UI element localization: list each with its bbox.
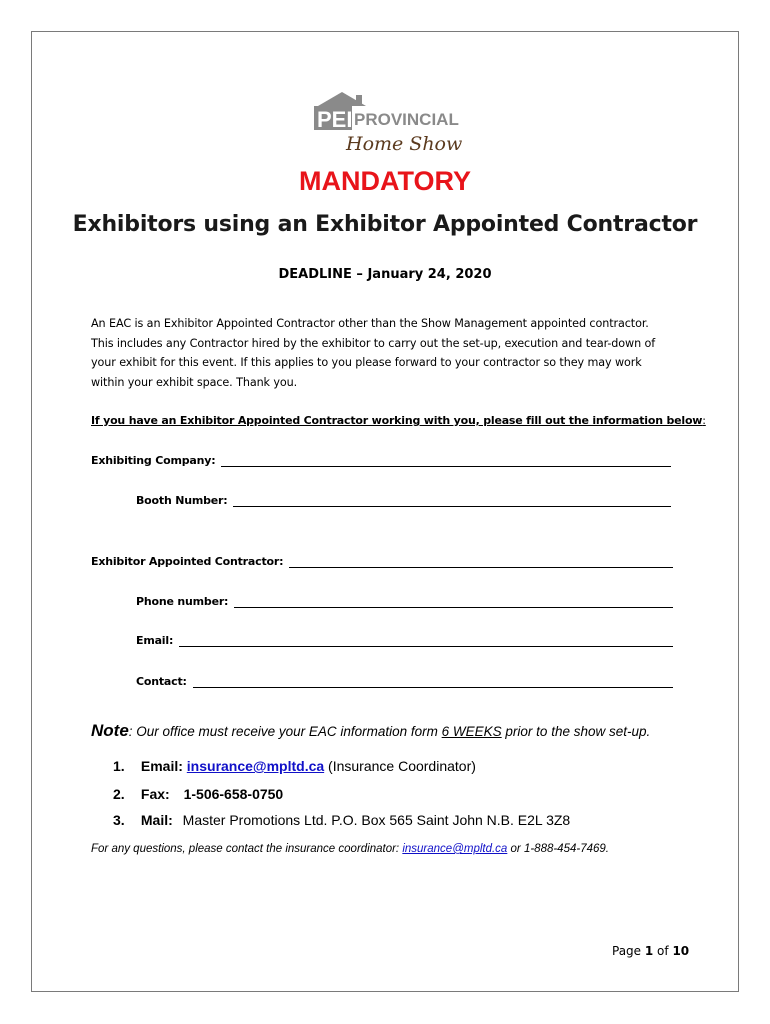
logo-chimney <box>356 95 362 105</box>
page-prefix: Page <box>612 944 645 958</box>
questions-text-before: For any questions, please contact the insurance coordinator: <box>91 843 403 855</box>
booth-number-label: Booth Number: <box>136 494 228 507</box>
questions-text-after: or 1-888-454-7469. <box>507 843 609 855</box>
contact-item-email <box>113 758 476 774</box>
intro-paragraph <box>91 314 691 392</box>
eac-input-line[interactable] <box>289 555 673 568</box>
phone-number-input-line[interactable] <box>234 595 673 608</box>
page-number <box>612 944 689 958</box>
insurance-email-link[interactable]: insurance@mpltd.ca <box>186 758 325 774</box>
contact-item-number: 3. <box>113 812 125 828</box>
booth-number-input-line[interactable] <box>233 494 671 507</box>
pei-home-show-logo <box>304 92 468 160</box>
page-current: 1 <box>644 944 654 958</box>
logo-line1: PEI <box>317 107 353 132</box>
contact-item-number: 1. <box>113 758 125 774</box>
mailing-address: Master Promotions Ltd. P.O. Box 565 Saint John N.B. E2L 3Z8 <box>182 812 571 828</box>
intro-line: within your exhibit space. Thank you. <box>91 375 298 389</box>
questions-note <box>91 843 609 855</box>
contact-input-line[interactable] <box>193 675 673 688</box>
fill-out-instruction <box>91 414 706 427</box>
instruction-colon: : <box>702 414 706 427</box>
intro-line: An EAC is an Exhibitor Appointed Contractor other than the Show Management appointed contractor. <box>91 317 649 330</box>
contact-label: Contact: <box>136 675 187 688</box>
contact-fax-label: Fax: <box>140 786 170 802</box>
eac-label: Exhibitor Appointed Contractor: <box>91 555 284 568</box>
phone-number-field[interactable] <box>136 595 673 608</box>
note-text-before: : Our office must receive your EAC information form <box>128 724 442 739</box>
logo-line3: Home Show <box>346 133 463 155</box>
exhibiting-company-input-line[interactable] <box>221 454 671 467</box>
mandatory-heading: MANDATORY <box>299 166 471 196</box>
page-total: 10 <box>672 944 690 958</box>
email-label: Email: <box>136 634 174 647</box>
phone-number-label: Phone number: <box>136 595 229 608</box>
note-emphasis: 6 WEEKS <box>441 724 502 739</box>
contact-item-mail <box>113 812 570 828</box>
questions-email-link[interactable]: insurance@mpltd.ca <box>402 843 508 855</box>
intro-line: your exhibit for this event. If this applies to you please forward to your contractor so they may work <box>91 356 642 369</box>
logo-line2: PROVINCIAL <box>354 110 459 129</box>
exhibiting-company-label: Exhibiting Company: <box>91 454 216 467</box>
contact-item-number: 2. <box>113 786 125 802</box>
note-label: Note <box>91 721 129 740</box>
exhibiting-company-field[interactable] <box>91 454 671 467</box>
deadline-text: DEADLINE – January 24, 2020 <box>278 267 492 282</box>
note-paragraph <box>91 721 650 741</box>
email-field[interactable] <box>136 634 673 647</box>
intro-line: This includes any Contractor hired by the exhibitor to carry out the set-up, execution and tear-down of <box>91 336 656 350</box>
note-text-after: prior to the show set-up. <box>501 724 651 739</box>
document-subtitle: Exhibitors using an Exhibitor Appointed Contractor <box>72 212 698 237</box>
contact-mail-label: Mail: <box>140 812 173 828</box>
email-input-line[interactable] <box>179 634 673 647</box>
page-middle: of <box>653 944 673 958</box>
insurance-coordinator-text: (Insurance Coordinator) <box>328 758 476 774</box>
fax-number: 1-506-658-0750 <box>183 786 284 802</box>
contact-field[interactable] <box>136 675 673 688</box>
contact-email-label: Email: <box>140 758 183 774</box>
eac-field[interactable] <box>91 555 673 568</box>
contact-item-fax <box>113 786 283 802</box>
booth-number-field[interactable] <box>136 494 671 507</box>
instruction-text: If you have an Exhibitor Appointed Contractor working with you, please fill out the information below <box>91 414 703 427</box>
